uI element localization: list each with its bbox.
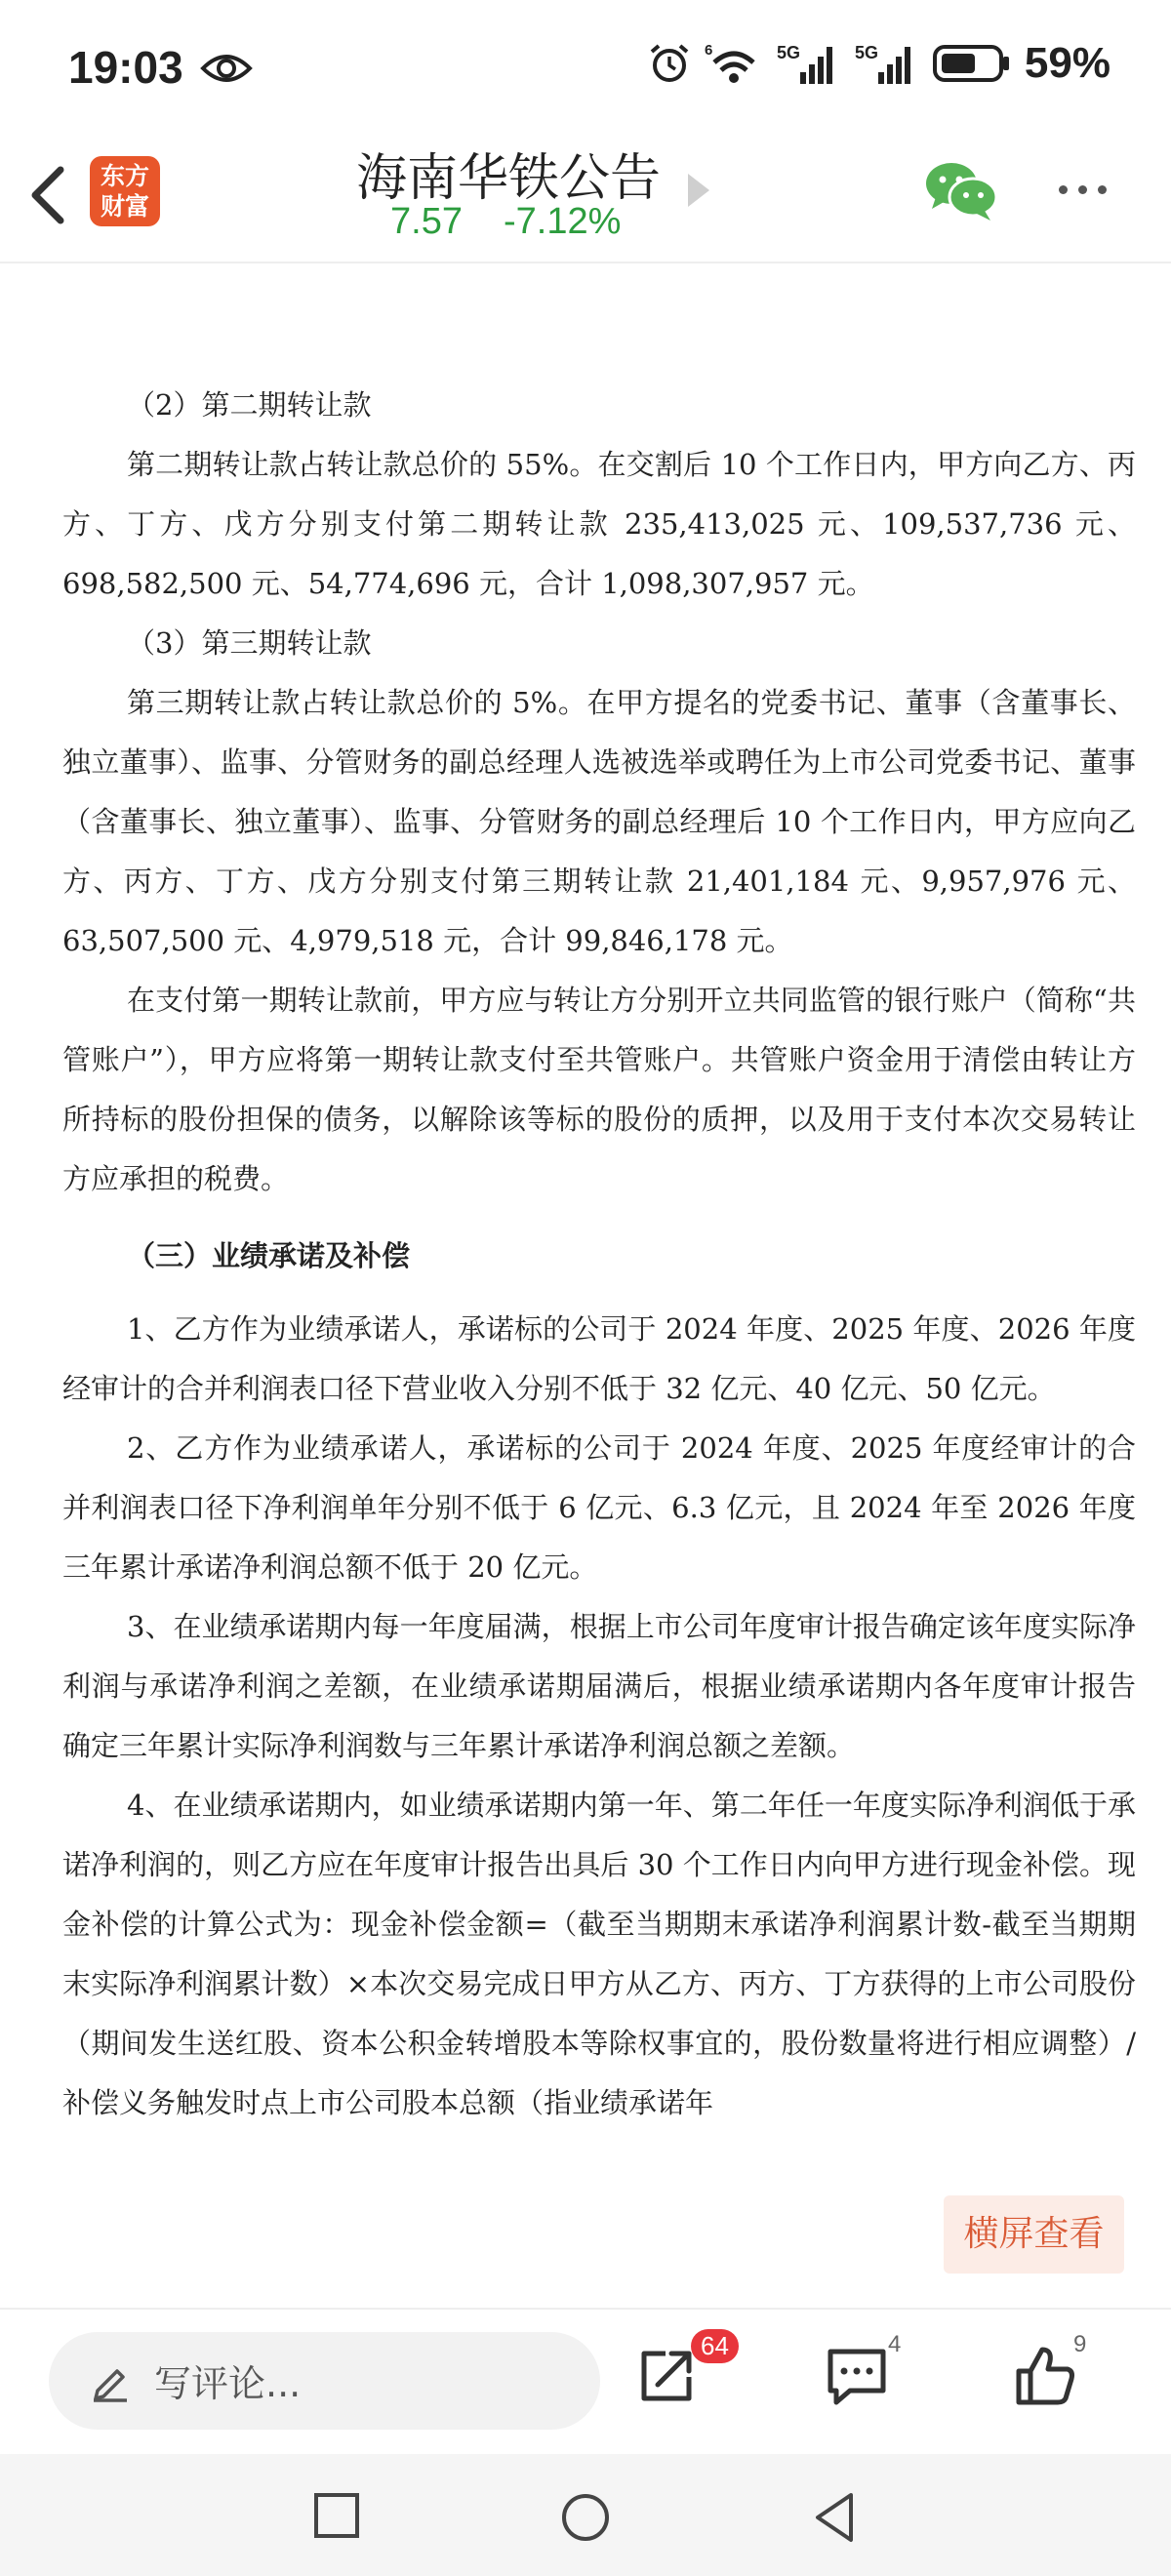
status-icons	[648, 39, 1110, 88]
alarm-icon	[648, 42, 691, 85]
logo-line-2: 财富	[100, 192, 149, 221]
like-icon[interactable]	[1013, 2344, 1077, 2408]
signal-label-1: 5G	[776, 43, 800, 62]
signal-label-2: 5G	[854, 43, 878, 62]
paragraph-escrow-account: 在支付第一期转让款前，甲方应与转让方分别开立共同监管的银行账户（简称“共管账户”），甲方应将第一期转让款支付至共管账户。共管账户资金用于清偿由转让方所持标的股份担保的债务，以解除该等标的股份的质押，以及用于支付本次交易转让方应承担的税费。	[62, 984, 1136, 1195]
system-nav-bar	[0, 2454, 1171, 2576]
recent-apps-icon[interactable]	[312, 2491, 361, 2540]
signal-5g-icon	[777, 41, 841, 86]
status-bar	[0, 0, 1171, 146]
eye-icon	[200, 51, 253, 86]
home-icon[interactable]	[559, 2491, 612, 2544]
share-count-badge: 64	[691, 2329, 739, 2363]
article-body	[62, 376, 1136, 2133]
pen-icon	[90, 2359, 133, 2402]
back-arrow-icon[interactable]	[21, 156, 76, 234]
comment-input[interactable]	[49, 2332, 600, 2430]
title-expand-icon[interactable]	[688, 174, 709, 207]
comment-placeholder: 写评论...	[154, 2362, 302, 2405]
section-heading-performance: （三）业绩承诺及补偿	[127, 1239, 411, 1272]
comment-icon[interactable]	[825, 2344, 889, 2408]
stock-quote	[390, 201, 621, 243]
battery-icon	[933, 44, 1011, 83]
stock-change: -7.12%	[503, 201, 622, 242]
signal-5g-icon-2	[855, 41, 919, 86]
bottom-action-bar	[0, 2308, 1171, 2454]
stock-price: 7.57	[390, 201, 463, 242]
paragraph-second-payment: 第二期转让款占转让款总价的 55%。在交割后 10 个工作日内，甲方向乙方、丙方、丁方、戊方分别支付第二期转让款 235,413,025 元、109,537,736 元、698,582,500 元、54,774,696 元，合计 1,098,307,957 元。	[62, 448, 1136, 600]
wifi-icon	[705, 41, 763, 86]
comment-count: 4	[888, 2331, 902, 2357]
battery-percent: 59%	[1024, 39, 1110, 87]
logo-line-1: 东方	[100, 162, 149, 190]
page-title[interactable]: 海南华铁公告	[356, 149, 662, 208]
like-count: 9	[1073, 2331, 1087, 2357]
paragraph-commitment-2: 2、乙方作为业绩承诺人，承诺标的公司于 2024 年度、2025 年度经审计的合并利润表口径下净利润单年分别不低于 6 亿元、6.3 亿元，且 2024 年至 2026 年度三年累计承诺净利润总额不低于 20 亿元。	[62, 1431, 1136, 1584]
share-icon[interactable]	[634, 2344, 699, 2408]
header-bar	[0, 127, 1171, 263]
paragraph-commitment-3: 3、在业绩承诺期内每一年度届满，根据上市公司年度审计报告确定该年度实际净利润与承诺净利润之差额，在业绩承诺期届满后，根据业绩承诺期内各年度审计报告确定三年累计实际净利润数与三年累计承诺净利润总额之差额。	[62, 1610, 1136, 1762]
landscape-view-button[interactable]: 横屏查看	[944, 2195, 1124, 2274]
paragraph-commitment-1: 1、乙方作为业绩承诺人，承诺标的公司于 2024 年度、2025 年度、2026 年度经审计的合并利润表口径下营业收入分别不低于 32 亿元、40 亿元、50 亿元。	[62, 1312, 1136, 1405]
wifi-label: 6	[704, 42, 713, 59]
more-icon[interactable]	[1059, 185, 1107, 194]
subheading-third-payment: （3）第三期转让款	[127, 626, 372, 660]
subheading-second-payment: （2）第二期转让款	[127, 388, 372, 422]
wechat-share-icon[interactable]	[922, 160, 1000, 222]
paragraph-third-payment: 第三期转让款占转让款总价的 5%。在甲方提名的党委书记、董事（含董事长、独立董事）、监事、分管财务的副总经理人选被选举或聘任为上市公司党委书记、董事（含董事长、独立董事）、监事、分管财务的副总经理后 10 个工作日内，甲方应向乙方、丙方、丁方、戊方分别支付第三期转让款 21,401,184 元、9,957,976 元、63,507,500 元、4,979,518 元，合计 99,846,178 元。	[62, 686, 1136, 957]
paragraph-commitment-4: 4、在业绩承诺期内，如业绩承诺期内第一年、第二年任一年度实际净利润低于承诺净利润的，则乙方应在年度审计报告出具后 30 个工作日内向甲方进行现金补偿。现金补偿的计算公式为：现金补偿金额=（截至当期期末承诺净利润累计数-截至当期期末实际净利润累计数）×本次交易完成日甲方从乙方、丙方、丁方获得的上市公司股份（期间发生送红股、资本公积金转增股本等除权事宜的，股份数量将进行相应调整）/补偿义务触发时点上市公司股本总额（指业绩承诺年	[62, 1789, 1136, 2119]
app-logo[interactable]	[90, 156, 160, 226]
back-nav-icon[interactable]	[810, 2491, 859, 2544]
status-time: 19:03	[68, 42, 183, 93]
